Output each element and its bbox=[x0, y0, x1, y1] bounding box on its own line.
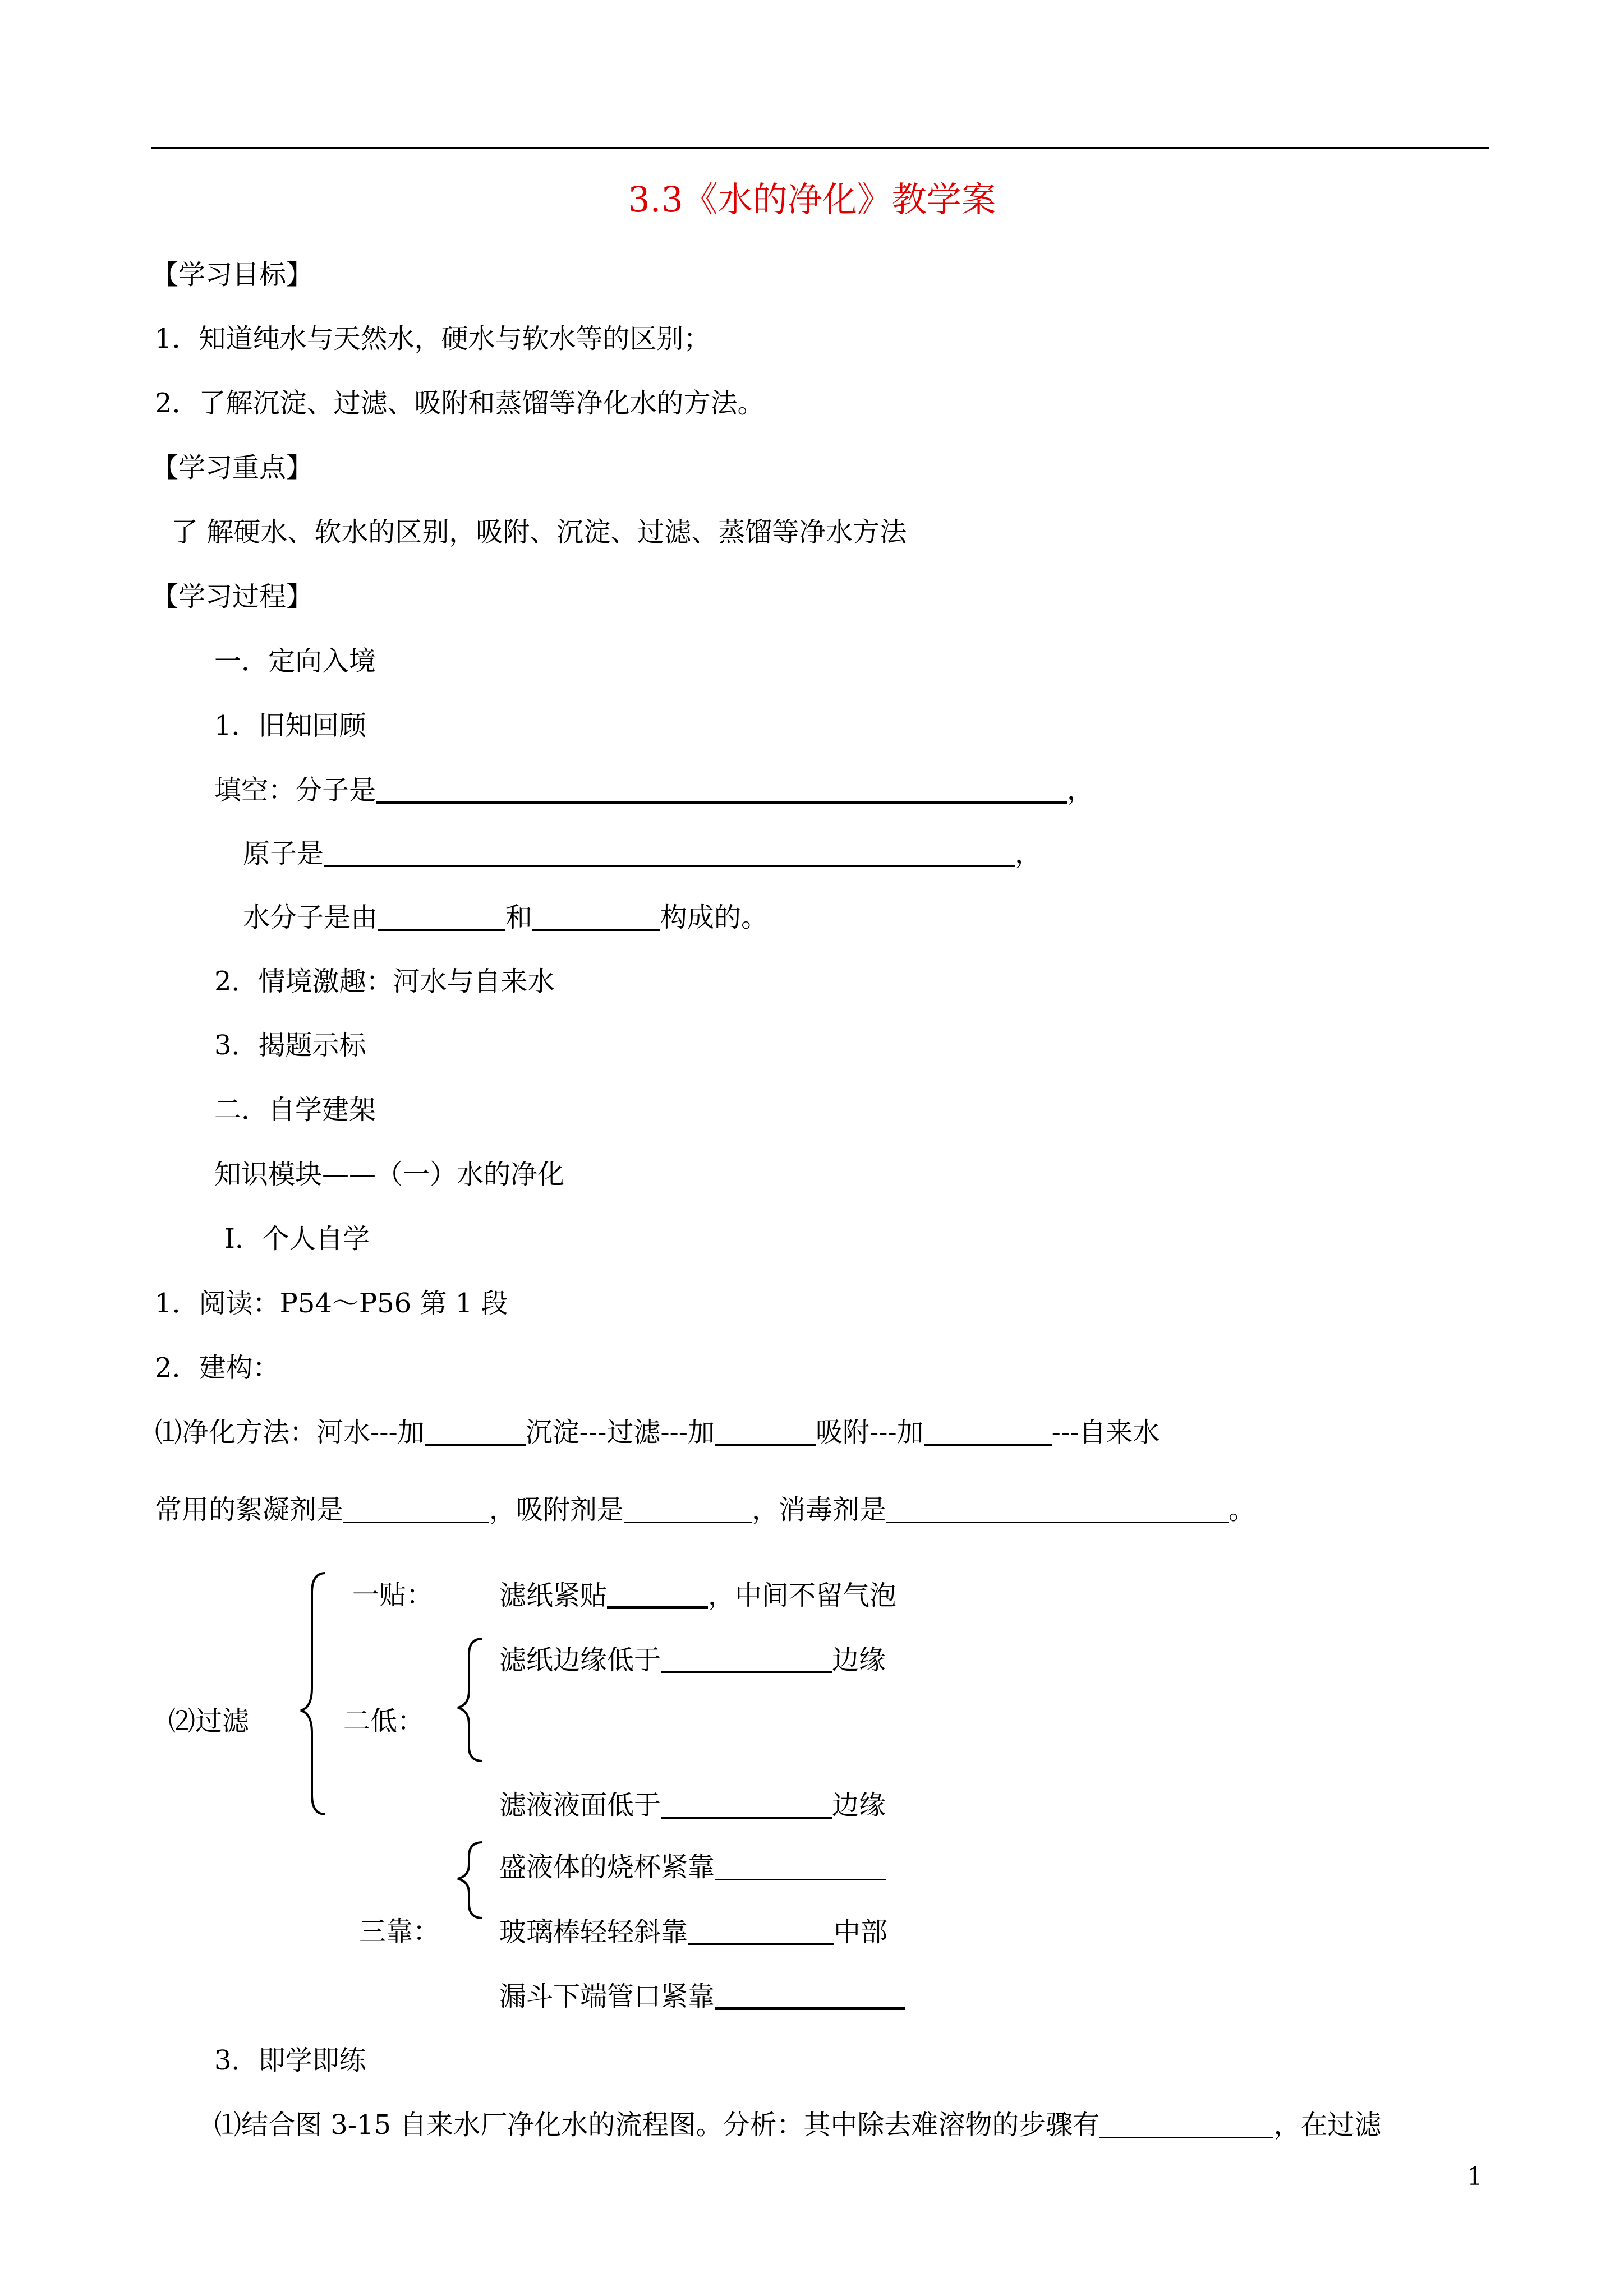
agents-coagulant-label: 常用的絮凝剂是 bbox=[155, 1494, 344, 1525]
one-stick-text-b: ，中间不留气泡 bbox=[708, 1580, 897, 1611]
water-molecule-and: 和 bbox=[505, 902, 533, 933]
blank-practice-q1[interactable] bbox=[1099, 2112, 1273, 2138]
method-settle-filter: 沉淀---过滤---加 bbox=[525, 1417, 715, 1448]
knowledge-module: 知识模块——（一）水的净化 bbox=[214, 1159, 565, 1190]
method-adsorb: 吸附---加 bbox=[816, 1417, 924, 1448]
step-1-heading: 一．定向入境 bbox=[214, 646, 376, 677]
brace-two-low bbox=[458, 1639, 482, 1761]
three-lean-line-3 bbox=[499, 1983, 905, 2010]
goals-heading: 【学习目标】 bbox=[151, 259, 314, 291]
step-1-3: 3．揭题示标 bbox=[214, 1030, 366, 1061]
three-lean-1-text: 盛液体的烧杯紧靠 bbox=[499, 1851, 715, 1883]
page-number: 1 bbox=[1467, 2163, 1483, 2191]
two-low-line-1 bbox=[499, 1644, 886, 1676]
practice-heading: 3．即学即练 bbox=[214, 2045, 366, 2076]
two-low-2-text-b: 边缘 bbox=[832, 1790, 886, 1821]
brace-main bbox=[301, 1573, 325, 1814]
three-lean-2-text-b: 中部 bbox=[834, 1916, 888, 1948]
brace-three-lean bbox=[458, 1842, 482, 1918]
two-low-label: 二低： bbox=[343, 1705, 425, 1737]
focus-text: 了 解硬水、软水的区别，吸附、沉淀、过滤、蒸馏等净水方法 bbox=[171, 517, 907, 548]
process-heading: 【学习过程】 bbox=[151, 581, 314, 612]
blank-three-lean-2[interactable] bbox=[688, 1918, 834, 1945]
filtration-label: ⑵过滤 bbox=[168, 1705, 250, 1737]
two-low-1-text-b: 边缘 bbox=[832, 1644, 886, 1676]
practice-q1-text-a: ⑴结合图 3-15 自来水厂净化水的流程图。分析：其中除去难溶物的步骤有 bbox=[214, 2109, 1100, 2141]
three-lean-label: 三靠： bbox=[359, 1916, 440, 1947]
water-molecule-end: 构成的。 bbox=[660, 902, 769, 933]
blank-three-lean-1[interactable] bbox=[715, 1854, 886, 1880]
three-lean-line-2 bbox=[499, 1916, 888, 1948]
self-study-heading: Ⅰ．个人自学 bbox=[224, 1223, 370, 1255]
goal-1: 1．知道纯水与天然水，硬水与软水等的区别； bbox=[155, 323, 711, 354]
blank-one-stick[interactable] bbox=[607, 1582, 708, 1609]
three-lean-2-text-a: 玻璃棒轻轻斜靠 bbox=[499, 1916, 688, 1948]
blank-two-low-1[interactable] bbox=[661, 1646, 832, 1673]
agents-end: 。 bbox=[1229, 1494, 1256, 1525]
comma-1: ， bbox=[1067, 774, 1094, 806]
two-low-2-text-a: 滤液液面低于 bbox=[499, 1790, 661, 1821]
one-stick-line bbox=[499, 1582, 896, 1609]
two-low-line-2 bbox=[499, 1792, 886, 1819]
three-lean-3-text: 漏斗下端管口紧靠 bbox=[499, 1981, 715, 2012]
reading-assignment: 1．阅读：P54～P56 第 1 段 bbox=[155, 1288, 508, 1319]
two-low-1-text-a: 滤纸边缘低于 bbox=[499, 1644, 661, 1676]
blank-three-lean-3[interactable] bbox=[715, 1983, 905, 2010]
focus-heading: 【学习重点】 bbox=[151, 452, 314, 483]
agents-disinfectant-label: ，消毒剂是 bbox=[752, 1494, 887, 1525]
three-lean-line-1 bbox=[499, 1851, 886, 1883]
comma-2: ， bbox=[1015, 838, 1042, 869]
practice-question-1 bbox=[214, 2109, 1382, 2141]
one-stick-label: 一贴： bbox=[352, 1579, 434, 1611]
fill-atom-prefix: 原子是 bbox=[243, 838, 324, 869]
blank-two-low-2[interactable] bbox=[661, 1792, 832, 1819]
step-1-2: 2．情境激趣：河水与自来水 bbox=[214, 966, 555, 997]
water-molecule-prefix: 水分子是由 bbox=[243, 902, 378, 933]
step-2-heading: 二．自学建架 bbox=[214, 1094, 376, 1126]
method-river: ⑴净化方法：河水---加 bbox=[155, 1417, 425, 1448]
document-title: 3.3《水的净化》教学案 bbox=[628, 179, 996, 220]
one-stick-text-a: 滤纸紧贴 bbox=[499, 1580, 608, 1611]
fill-molecule-prefix: 填空：分子是 bbox=[214, 774, 376, 806]
step-1-1: 1．旧知回顾 bbox=[214, 710, 366, 741]
practice-q1-text-b: ，在过滤 bbox=[1273, 2109, 1382, 2141]
goal-2: 2．了解沉淀、过滤、吸附和蒸馏等净化水的方法。 bbox=[155, 388, 765, 419]
method-tap-water: ---自来水 bbox=[1051, 1417, 1160, 1448]
build-heading: 2．建构： bbox=[155, 1352, 280, 1384]
agents-adsorbent-label: ，吸附剂是 bbox=[489, 1494, 624, 1525]
